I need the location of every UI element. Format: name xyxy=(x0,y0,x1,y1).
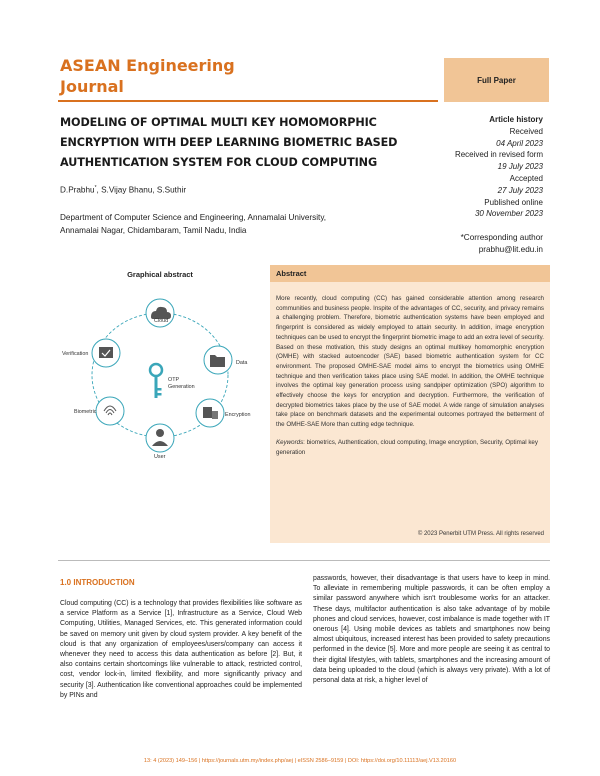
abstract-panel xyxy=(270,265,550,543)
keywords-list: : biometrics, Authentication, cloud computing, Image encryption, Security, Optimal key generation xyxy=(276,438,538,456)
keywords-label: Keywords xyxy=(276,438,304,446)
accepted-date: 27 July 2023 xyxy=(497,185,543,195)
introduction-left-column: Cloud computing (CC) is a technology that provides flexibilities like software as a service Platform as a Service [1], Infrastructure as a Service, Cloud Web Computing, Utilities, Managed Services, etc. This generated information could be saved on memory unit given by cloud system provider. A key benefit of the cloud is that any organization of employees/users/company can access it whenever they need to access this data authentication as before [2]. But, it also contains certain shortcomings like vulnerable to attack, restricted control, cost, vendor lock-in, limited flexibility, and more significantly privacy and security [3]. Authentication like conventional approaches could be implemented by PINs and xyxy=(60,600,302,699)
journal-title-line1: ASEAN Engineering xyxy=(60,56,235,75)
user-icon xyxy=(146,424,174,452)
node-label-verification: Verification xyxy=(62,351,89,357)
author-first: D.Prabhu xyxy=(60,185,95,195)
affiliation xyxy=(60,211,430,237)
full-paper-badge xyxy=(444,58,549,102)
paper-title-line2: ENCRYPTION WITH DEEP LEARNING BIOMETRIC BASED xyxy=(60,136,398,149)
authors xyxy=(60,185,186,195)
node-label-biometric: Biometric xyxy=(74,409,97,415)
history-title: Article history xyxy=(489,115,543,124)
affiliation-line1: Department of Computer Science and Engineering, Annamalai University, xyxy=(60,213,327,222)
article-history xyxy=(403,114,543,220)
corresponding-label: *Corresponding author xyxy=(460,233,543,242)
abstract-body: More recently, cloud computing (CC) has gained considerable attention among research communities and business people. Inspite of the advantages of CC, security, and privacy remains a challenging problem. Therefore, biometric authentication systems have been employed and fingerprint is considered as widely employed to attain security. In addition, image encryption techniques can be used to encrypt the fingerprint biometric image to add an extra level of security. Based on these motivation, this study designs an optimal multikey homomorphic encryption (OMHE) with stacked autoencoder (SAE) based biometric authentication system for CC environment. The proposed OMHE-SAE model aims to encrypt the biometrics using OMHE technique and then verification takes place using SAE model. In addition, the OMHE technique involves the optimal key generation process using sandpiper optimization (SPO) algorithm to effectively choose the keys for encryption and decryption. Furthermore, the verification of decrypted biometrics takes place by the use of SAE model. A wide range of simulation analyses take place on benchmark datasets and the experimental outcomes portrayed the betterment of the OMHE-SAE More than cutting edge technique. xyxy=(276,295,544,429)
received-label: Received xyxy=(509,126,543,136)
node-label-user: User xyxy=(154,454,166,460)
corresponding-author xyxy=(461,232,543,256)
graphical-abstract-label: Graphical abstract xyxy=(127,270,193,279)
copyright-notice: © 2023 Penerbit UTM Press. All rights reserved xyxy=(417,531,544,537)
journal-title-line2: Journal xyxy=(60,77,124,96)
introduction-heading: 1.0 INTRODUCTION xyxy=(60,578,135,587)
node-label-cloud: Cloud xyxy=(154,318,169,324)
published-label: Published online xyxy=(484,197,543,207)
graphical-abstract-figure xyxy=(60,285,260,465)
revised-date: 19 July 2023 xyxy=(497,162,543,172)
node-label-data: Data xyxy=(236,360,248,366)
published-date: 30 November 2023 xyxy=(474,209,543,219)
corresponding-email[interactable]: prabhu@lit.edu.in xyxy=(478,245,543,254)
folder-icon xyxy=(204,346,232,374)
verification-icon xyxy=(92,339,120,367)
encryption-icon xyxy=(196,399,224,427)
section-divider xyxy=(58,560,550,561)
page-footer: 13: 4 (2023) 149–156 | https://journals.utm.my/index.php/aej | eISSN 2586–9159 | DOI: https://doi.org/10.11113/aej.V13.20160 xyxy=(143,758,457,764)
header-rule xyxy=(58,100,438,102)
corresponding-mark: * xyxy=(94,185,97,191)
fingerprint-icon xyxy=(96,397,124,425)
paper-title xyxy=(60,113,440,173)
authors-rest: , S.Vijay Bhanu, S.Suthir xyxy=(96,185,187,195)
introduction-right-column: passwords, however, their disadvantage is that users have to keep in mind. To alleviate in remembering multiple passwords, it can be often employ a similar password anywhere which isn't troublesome works for an attacker. These days, multifactor authentication is also take advantage of by mobile phones and cloud services, however, cost imbalance is made together with IT onerous [4]. Using mobile devices as tablets and smartphones now being almost ubiquitous, increased interest has been provided to safety precautions performed in the device [5]. More and more people are seeing it as central to their digital lifestyles, with tablets, smartphones and the increasing amount of data being uploaded to the cloud (which is always very private). With a lot of personal data at risk, a higher level of xyxy=(313,575,550,685)
paper-title-line1: MODELING OF OPTIMAL MULTI KEY HOMOMORPHIC xyxy=(60,116,377,129)
journal-title xyxy=(60,55,260,97)
abstract-heading: Abstract xyxy=(270,265,550,282)
generation-label: Generation xyxy=(168,384,195,390)
key-icon xyxy=(150,364,162,398)
keywords xyxy=(270,430,550,457)
affiliation-line2: Annamalai Nagar, Chidambaram, Tamil Nadu, India xyxy=(60,226,247,235)
received-date: 04 April 2023 xyxy=(496,138,543,148)
full-paper-label: Full Paper xyxy=(477,75,516,85)
paper-title-line3: AUTHENTICATION SYSTEM FOR CLOUD COMPUTING xyxy=(60,156,378,169)
accepted-label: Accepted xyxy=(509,173,543,183)
otp-label: OTP xyxy=(168,377,180,383)
node-label-encryption: Encryption xyxy=(225,412,251,418)
revised-label: Received in revised form xyxy=(454,150,543,160)
